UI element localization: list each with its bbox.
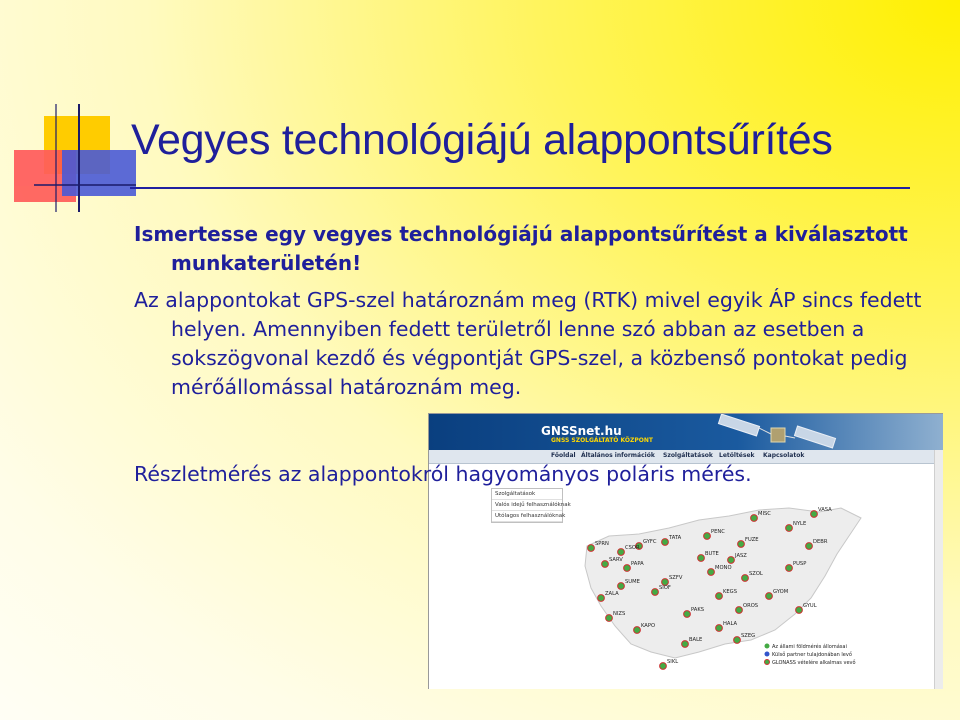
station-label: ZALA [605, 591, 619, 597]
legend [765, 643, 856, 666]
nav-letoltesek[interactable]: Letöltések [719, 452, 755, 459]
title-divider [130, 187, 910, 189]
station-marker [634, 627, 641, 634]
station-label: SZEG [741, 633, 756, 639]
nav-altalanos[interactable]: Általános információk [581, 452, 655, 459]
station-label: KAPO [641, 623, 656, 629]
station-label: PENC [711, 529, 725, 535]
station-label: TATA [669, 535, 682, 541]
station-marker [704, 533, 711, 540]
station-marker [728, 557, 735, 564]
services-menu [491, 488, 571, 523]
gnssnet-banner [429, 414, 943, 450]
station-marker [606, 615, 613, 622]
station-label: BALE [689, 637, 703, 643]
station-label: GYOM [773, 589, 789, 595]
legend-marker-state [765, 644, 770, 649]
station-label: DEBR [813, 539, 828, 545]
station-label: PAKS [691, 607, 705, 613]
station-marker [786, 525, 793, 532]
station-marker [734, 637, 741, 644]
station-marker [716, 625, 723, 632]
gnssnet-logo-subtitle: GNSS SZOLGÁLTATÓ KÖZPONT [551, 437, 653, 444]
station-label: SIKL [667, 659, 679, 665]
station-label: FUZE [745, 537, 759, 543]
station-label: SUME [625, 579, 640, 585]
station-marker [624, 565, 631, 572]
station-marker [660, 663, 667, 670]
station-label: SZFV [669, 575, 683, 581]
station-marker [588, 545, 595, 552]
station-label: SPRN [595, 541, 609, 547]
legend-label-state: Az állami földmérés állomásai [772, 644, 847, 650]
nav-kapcsolatok[interactable]: Kapcsolatok [763, 452, 805, 459]
nav-szolgaltatasok[interactable]: Szolgáltatások [663, 452, 713, 459]
decorative-squares [0, 0, 140, 220]
station-marker [662, 539, 669, 546]
slide-body [134, 220, 924, 402]
station-marker [766, 593, 773, 600]
gnssnet-logo: GNSSnet.hu [541, 424, 622, 438]
station-label: MONO [715, 565, 732, 571]
nav-fooldal[interactable]: Főoldal [551, 452, 576, 459]
station-marker [682, 641, 689, 648]
station-marker [796, 607, 803, 614]
scrollbar[interactable] [934, 450, 943, 689]
station-label: PAPA [631, 561, 644, 567]
station-label: CSOR [625, 545, 640, 551]
station-label: GYFC [643, 539, 657, 545]
slide-body-detail [134, 455, 924, 489]
station-sikl[interactable] [660, 659, 679, 669]
station-marker [806, 543, 813, 550]
station-marker [684, 611, 691, 618]
menu-item-postprocess[interactable]: Utólagos felhasználóknak [492, 511, 562, 522]
station-label: GYUL [803, 603, 817, 609]
station-label: OROS [743, 603, 759, 609]
station-marker [652, 589, 659, 596]
station-marker [598, 595, 605, 602]
station-marker [736, 607, 743, 614]
station-marker [742, 575, 749, 582]
legend-label-glonass: GLONASS vételére alkalmas vevő [772, 660, 856, 666]
station-label: SARV [609, 557, 623, 563]
menu-item-realtime[interactable]: Valós idejű felhasználóknak [492, 500, 562, 511]
legend-marker-partner [765, 652, 770, 657]
station-label: VASA [818, 507, 832, 513]
satellite-icon [709, 414, 839, 450]
station-label: PUSP [793, 561, 807, 567]
legend-label-partner: Külső partner tulajdonában levő [772, 652, 852, 658]
station-marker [738, 541, 745, 548]
slide-title: Vegyes technológiájú alappontsűrítés [131, 116, 833, 164]
station-marker [602, 561, 609, 568]
station-marker [751, 515, 758, 522]
station-marker [786, 565, 793, 572]
station-marker [698, 555, 705, 562]
answer-paragraph: Az alappontokat GPS-szel határoznám meg (RTK) mivel egyik ÁP sincs fedett helyen. Amennyiben fedett területről lenne szó abban az esetben a sokszögvonal kezdő és végpontját GPS-szel, a közbenső pontokat pedig mérőállomással határoznám meg. [134, 288, 922, 399]
station-marker [716, 593, 723, 600]
legend-marker-glonass [765, 660, 770, 665]
station-map [579, 506, 869, 681]
station-marker [811, 511, 818, 518]
station-label: BUTE [705, 551, 719, 557]
station-label: SZOL [749, 571, 763, 577]
station-marker [708, 569, 715, 576]
station-marker [618, 549, 625, 556]
station-label: HALA [723, 621, 738, 627]
question-text: Ismertesse egy vegyes technológiájú alappontsűrítést a kiválasztott munkaterületén! [134, 222, 908, 275]
station-label: JASZ [735, 553, 747, 559]
station-label: MISC [758, 511, 771, 517]
station-label: SIOF [659, 585, 671, 591]
station-label: NYLE [793, 521, 807, 527]
detail-paragraph: Részletmérés az alappontokról hagyományos poláris mérés. [134, 462, 752, 486]
station-marker [618, 583, 625, 590]
menu-item-services[interactable]: Szolgáltatások [492, 489, 562, 500]
station-label: NIZS [613, 611, 626, 617]
station-label: KEGS [723, 589, 737, 595]
